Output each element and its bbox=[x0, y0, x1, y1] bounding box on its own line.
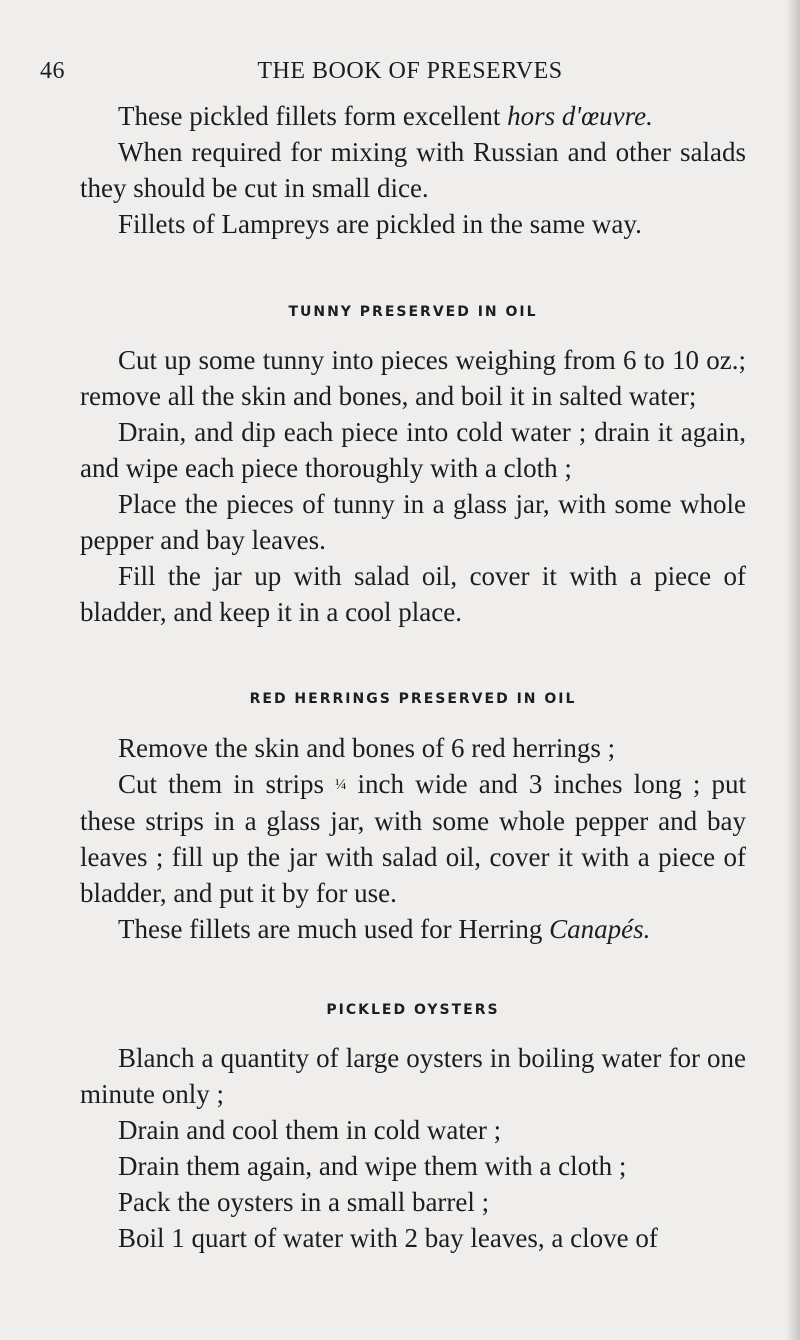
tunny-paragraph-3: Place the pieces of tunny in a glass jar, with some whole pepper and bay leaves. bbox=[80, 489, 746, 555]
intro-paragraph-1-italic: hors d'œuvre. bbox=[507, 101, 653, 131]
herrings-paragraph-2 bbox=[80, 766, 746, 911]
tunny-paragraph-2: Drain, and dip each piece into cold water ; drain it again, and wipe each piece thoroughly with a cloth ; bbox=[80, 417, 746, 483]
fraction-quarter: ¼ bbox=[335, 777, 347, 793]
oysters-paragraph-3: Drain them again, and wipe them with a cloth ; bbox=[118, 1151, 627, 1181]
herrings-paragraph-2-after: inch wide and 3 inches long ; put these strips in a glass jar, with some whole pepper and bay leaves ; fill up the jar with salad oil, cover it with a piece of bladder, and put it by for use. bbox=[80, 769, 746, 908]
herrings-paragraph-2-before: Cut them in strips bbox=[118, 769, 336, 799]
oysters-paragraph-5: Boil 1 quart of water with 2 bay leaves, a clove of bbox=[118, 1223, 658, 1253]
intro-paragraph-1-text: These pickled fillets form excellent bbox=[118, 101, 508, 131]
herrings-paragraph-1: Remove the skin and bones of 6 red herrings ; bbox=[118, 733, 616, 763]
herrings-section bbox=[80, 730, 746, 947]
intro-paragraph-2: When required for mixing with Russian and other salads they should be cut in small dice. bbox=[80, 137, 746, 203]
running-title: THE BOOK OF PRESERVES bbox=[257, 58, 563, 84]
tunny-paragraph-4: Fill the jar up with salad oil, cover it with a piece of bladder, and keep it in a cool place. bbox=[80, 561, 746, 627]
oysters-paragraph-1: Blanch a quantity of large oysters in boiling water for one minute only ; bbox=[80, 1043, 746, 1109]
intro-section bbox=[80, 98, 746, 242]
intro-paragraph-3: Fillets of Lampreys are pickled in the same way. bbox=[118, 209, 642, 239]
page-edge-shadow bbox=[786, 0, 800, 1340]
oysters-paragraph-4: Pack the oysters in a small barrel ; bbox=[118, 1187, 490, 1217]
herrings-paragraph-3 bbox=[80, 911, 746, 947]
oysters-section bbox=[80, 1040, 746, 1256]
section-heading-tunny: TUNNY PRESERVED IN OIL bbox=[288, 304, 538, 320]
herrings-paragraph-3-italic: Canapés. bbox=[549, 914, 651, 944]
herrings-paragraph-3-text: These fillets are much used for Herring bbox=[118, 914, 550, 944]
tunny-paragraph-1: Cut up some tunny into pieces weighing from 6 to 10 oz.; remove all the skin and bones, and boil it in salted water; bbox=[80, 345, 746, 411]
intro-paragraph-1 bbox=[80, 98, 746, 134]
section-heading-herrings: RED HERRINGS PRESERVED IN OIL bbox=[249, 691, 577, 707]
page-number: 46 bbox=[40, 58, 65, 84]
section-heading-oysters: PICKLED OYSTERS bbox=[326, 1002, 500, 1018]
tunny-section bbox=[80, 342, 746, 630]
running-head bbox=[40, 58, 770, 92]
oysters-paragraph-2: Drain and cool them in cold water ; bbox=[118, 1115, 502, 1145]
